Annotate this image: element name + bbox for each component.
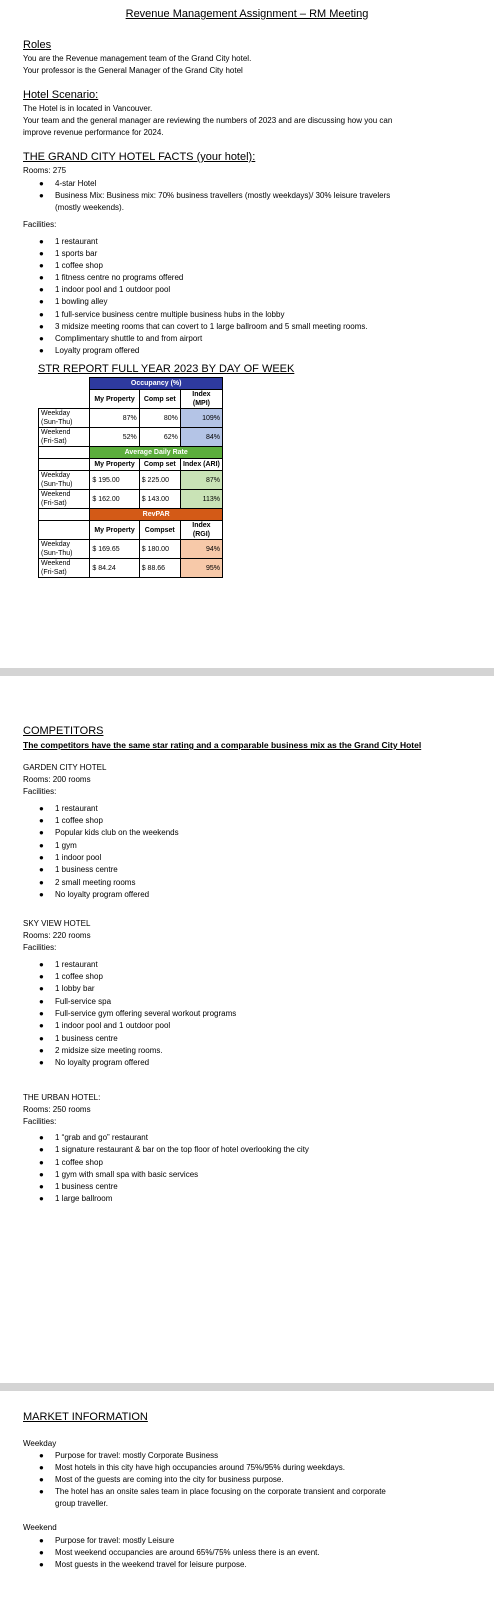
list-item: ● 1 “grab and go” restaurant — [39, 1133, 148, 1142]
facilities-label: Facilities: — [23, 1117, 57, 1126]
column-header: Index (ARI) — [180, 459, 222, 471]
adr-title: Average Daily Rate — [90, 447, 223, 459]
column-header: My Property — [90, 459, 139, 471]
column-header: Compset — [139, 521, 180, 540]
list-item: ● Most guests in the weekend travel for leisure purpose. — [39, 1560, 247, 1569]
table-row: Weekday (Sun-Thu) $ 169.65 $ 180.00 94% — [39, 540, 223, 559]
scenario-line: The Hotel is in located in Vancouver. — [23, 104, 153, 113]
list-item: ● Full-service spa — [39, 997, 112, 1006]
scenario-line: improve revenue performance for 2024. — [23, 128, 164, 137]
list-item: ● 1 gym — [39, 841, 77, 850]
occupancy-title: Occupancy (%) — [90, 378, 223, 390]
table-row: Weekday (Sun-Thu) 87% 80% 109% — [39, 409, 223, 428]
document-page-1 — [0, 0, 494, 668]
list-item: ● Most hotels in this city have high occupancies around 75%/95% during weekdays. — [39, 1463, 345, 1472]
list-item: ● 1 large ballroom — [39, 1194, 113, 1203]
list-item: ● 1 signature restaurant & bar on the top floor of hotel overlooking the city — [39, 1145, 309, 1154]
list-item-continuation: (mostly weekends). — [55, 203, 124, 212]
list-item: ● 4-star Hotel — [39, 179, 97, 188]
competitor-rooms: Rooms: 250 rooms — [23, 1105, 91, 1114]
scenario-heading: Hotel Scenario: — [23, 89, 99, 101]
list-item: ● 1 sports bar — [39, 249, 98, 258]
table-row: Weekend (Fri-Sat) $ 84.24 $ 88.66 95% — [39, 559, 223, 578]
document-page-3 — [0, 1391, 494, 1600]
facilities-label: Facilities: — [23, 787, 57, 796]
roles-line: Your professor is the General Manager of the Grand City hotel — [23, 66, 243, 75]
list-item: ● 1 restaurant — [39, 237, 98, 246]
list-item: ● 1 gym with small spa with basic services — [39, 1170, 199, 1179]
facts-rooms: Rooms: 275 — [23, 166, 67, 175]
facts-heading: THE GRAND CITY HOTEL FACTS (your hotel): — [23, 151, 256, 163]
roles-line: You are the Revenue management team of the Grand City hotel. — [23, 54, 252, 63]
competitor-rooms: Rooms: 220 rooms — [23, 931, 91, 940]
column-header: Index (RGI) — [180, 521, 222, 540]
list-item: ● Complimentary shuttle to and from airport — [39, 334, 203, 343]
list-item: ● Purpose for travel: mostly Corporate Business — [39, 1451, 219, 1460]
list-item: ● Popular kids club on the weekends — [39, 828, 179, 837]
scenario-line: Your team and the general manager are reviewing the numbers of 2023 and are discussing how you can — [23, 116, 393, 125]
list-item: ● 3 midsize meeting rooms that can covert to 1 large ballroom and 5 small meeting rooms. — [39, 322, 368, 331]
list-item: ● 1 restaurant — [39, 804, 98, 813]
list-item: ● 1 coffee shop — [39, 261, 103, 270]
column-header: My Property — [90, 521, 139, 540]
weekday-label: Weekday — [23, 1439, 57, 1448]
column-header: Comp set — [139, 390, 180, 409]
str-report-table — [38, 377, 223, 578]
list-item: ● 1 restaurant — [39, 960, 98, 969]
list-item: ● Most weekend occupancies are around 65%/75% unless there is an event. — [39, 1548, 320, 1557]
competitor-name: GARDEN CITY HOTEL — [23, 763, 107, 772]
list-item-continuation: group traveller. — [55, 1499, 108, 1508]
list-item: ● No loyalty program offered — [39, 890, 150, 899]
competitors-subheading: The competitors have the same star rating and a comparable business mix as the Grand City Hotel — [23, 740, 422, 750]
list-item: ● Most of the guests are coming into the city for business purpose. — [39, 1475, 284, 1484]
revpar-title: RevPAR — [90, 509, 223, 521]
competitor-name: SKY VIEW HOTEL — [23, 919, 91, 928]
page-gap — [0, 1383, 494, 1391]
table-row: Weekend (Fri-Sat) $ 162.00 $ 143.00 113% — [39, 490, 223, 509]
list-item: ● 1 bowling alley — [39, 297, 108, 306]
table-row: Weekend (Fri-Sat) 52% 62% 84% — [39, 428, 223, 447]
str-heading: STR REPORT FULL YEAR 2023 BY DAY OF WEEK — [38, 363, 295, 375]
weekend-label: Weekend — [23, 1523, 57, 1532]
list-item: ● No loyalty program offered — [39, 1058, 150, 1067]
competitor-rooms: Rooms: 200 rooms — [23, 775, 91, 784]
market-heading: MARKET INFORMATION — [23, 1411, 148, 1423]
roles-heading: Roles — [23, 39, 52, 51]
list-item: ● 1 coffee shop — [39, 816, 103, 825]
list-item: ● The hotel has an onsite sales team in place focusing on the corporate transient and corporate — [39, 1487, 386, 1496]
list-item: ● 1 business centre — [39, 1182, 118, 1191]
list-item: ● 1 coffee shop — [39, 972, 103, 981]
competitors-heading: COMPETITORS — [23, 725, 104, 737]
list-item: ● 1 lobby bar — [39, 984, 95, 993]
page-gap — [0, 668, 494, 676]
facilities-label: Facilities: — [23, 220, 57, 229]
facilities-label: Facilities: — [23, 943, 57, 952]
list-item: ● Business Mix: Business mix: 70% business travellers (mostly weekdays)/ 30% leisure travelers — [39, 191, 391, 200]
list-item: ● 1 coffee shop — [39, 1158, 103, 1167]
list-item: ● 1 fitness centre no programs offered — [39, 273, 184, 282]
column-header: Index (MPI) — [180, 390, 222, 409]
list-item: ● 1 business centre — [39, 1034, 118, 1043]
list-item: ● 2 midsize size meeting rooms. — [39, 1046, 163, 1055]
document-title: Revenue Management Assignment – RM Meeting — [125, 8, 369, 20]
list-item: ● 1 business centre — [39, 865, 118, 874]
list-item: ● Loyalty program offered — [39, 346, 140, 355]
list-item: ● 1 full-service business centre multiple business hubs in the lobby — [39, 310, 285, 319]
list-item: ● Full-service gym offering several workout programs — [39, 1009, 237, 1018]
list-item: ● 1 indoor pool and 1 outdoor pool — [39, 1021, 171, 1030]
column-header: My Property — [90, 390, 139, 409]
competitor-name: THE URBAN HOTEL: — [23, 1093, 101, 1102]
list-item: ● 1 indoor pool — [39, 853, 102, 862]
list-item: ● 2 small meeting rooms — [39, 878, 136, 887]
list-item: ● Purpose for travel: mostly Leisure — [39, 1536, 175, 1545]
list-item: ● 1 indoor pool and 1 outdoor pool — [39, 285, 171, 294]
table-row: Weekday (Sun-Thu) $ 195.00 $ 225.00 87% — [39, 471, 223, 490]
column-header: Comp set — [139, 459, 180, 471]
document-page-2 — [0, 676, 494, 1383]
